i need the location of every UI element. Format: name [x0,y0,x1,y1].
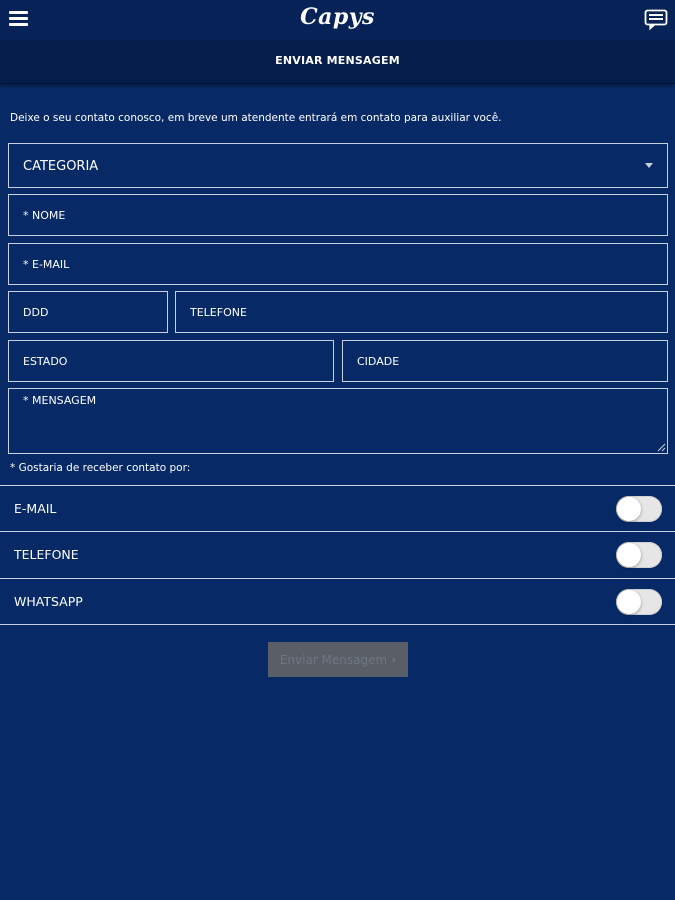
contact-preference-note: * Gostaria de receber contato por: [10,462,191,474]
chat-bubble-icon[interactable] [644,8,668,32]
resize-grip-icon[interactable] [656,442,666,452]
send-message-button[interactable] [268,642,408,677]
category-select[interactable] [8,143,668,188]
contact-option-phone [0,531,675,578]
city-input[interactable] [342,340,668,382]
email-toggle[interactable] [616,496,662,522]
category-label: CATEGORIA [23,159,99,174]
contact-option-email [0,485,675,532]
chevron-right-icon: › [391,652,397,667]
email-input[interactable] [8,243,668,285]
caret-down-icon [645,163,653,168]
phone-toggle[interactable] [616,542,662,568]
state-input[interactable] [8,340,334,382]
app-header [0,0,675,40]
message-textarea[interactable] [8,388,668,454]
app-logo: Capys [300,4,375,30]
toggle-knob [617,497,641,521]
phone-input[interactable] [175,291,668,333]
toggle-knob [617,590,641,614]
contact-option-label: TELEFONE [14,547,79,562]
send-message-label: Enviar Mensagem [279,652,388,667]
name-input[interactable] [8,194,668,236]
contact-option-whatsapp [0,578,675,625]
toggle-knob [617,543,641,567]
ddd-input[interactable] [8,291,168,333]
page-title-bar [0,40,675,84]
contact-option-label: WHATSAPP [14,594,83,609]
intro-text: Deixe o seu contato conosco, em breve um atendente entrará em contato para auxiliar você. [10,112,502,124]
contact-option-label: E-MAIL [14,501,57,516]
page-title: ENVIAR MENSAGEM [275,54,400,67]
whatsapp-toggle[interactable] [616,589,662,615]
